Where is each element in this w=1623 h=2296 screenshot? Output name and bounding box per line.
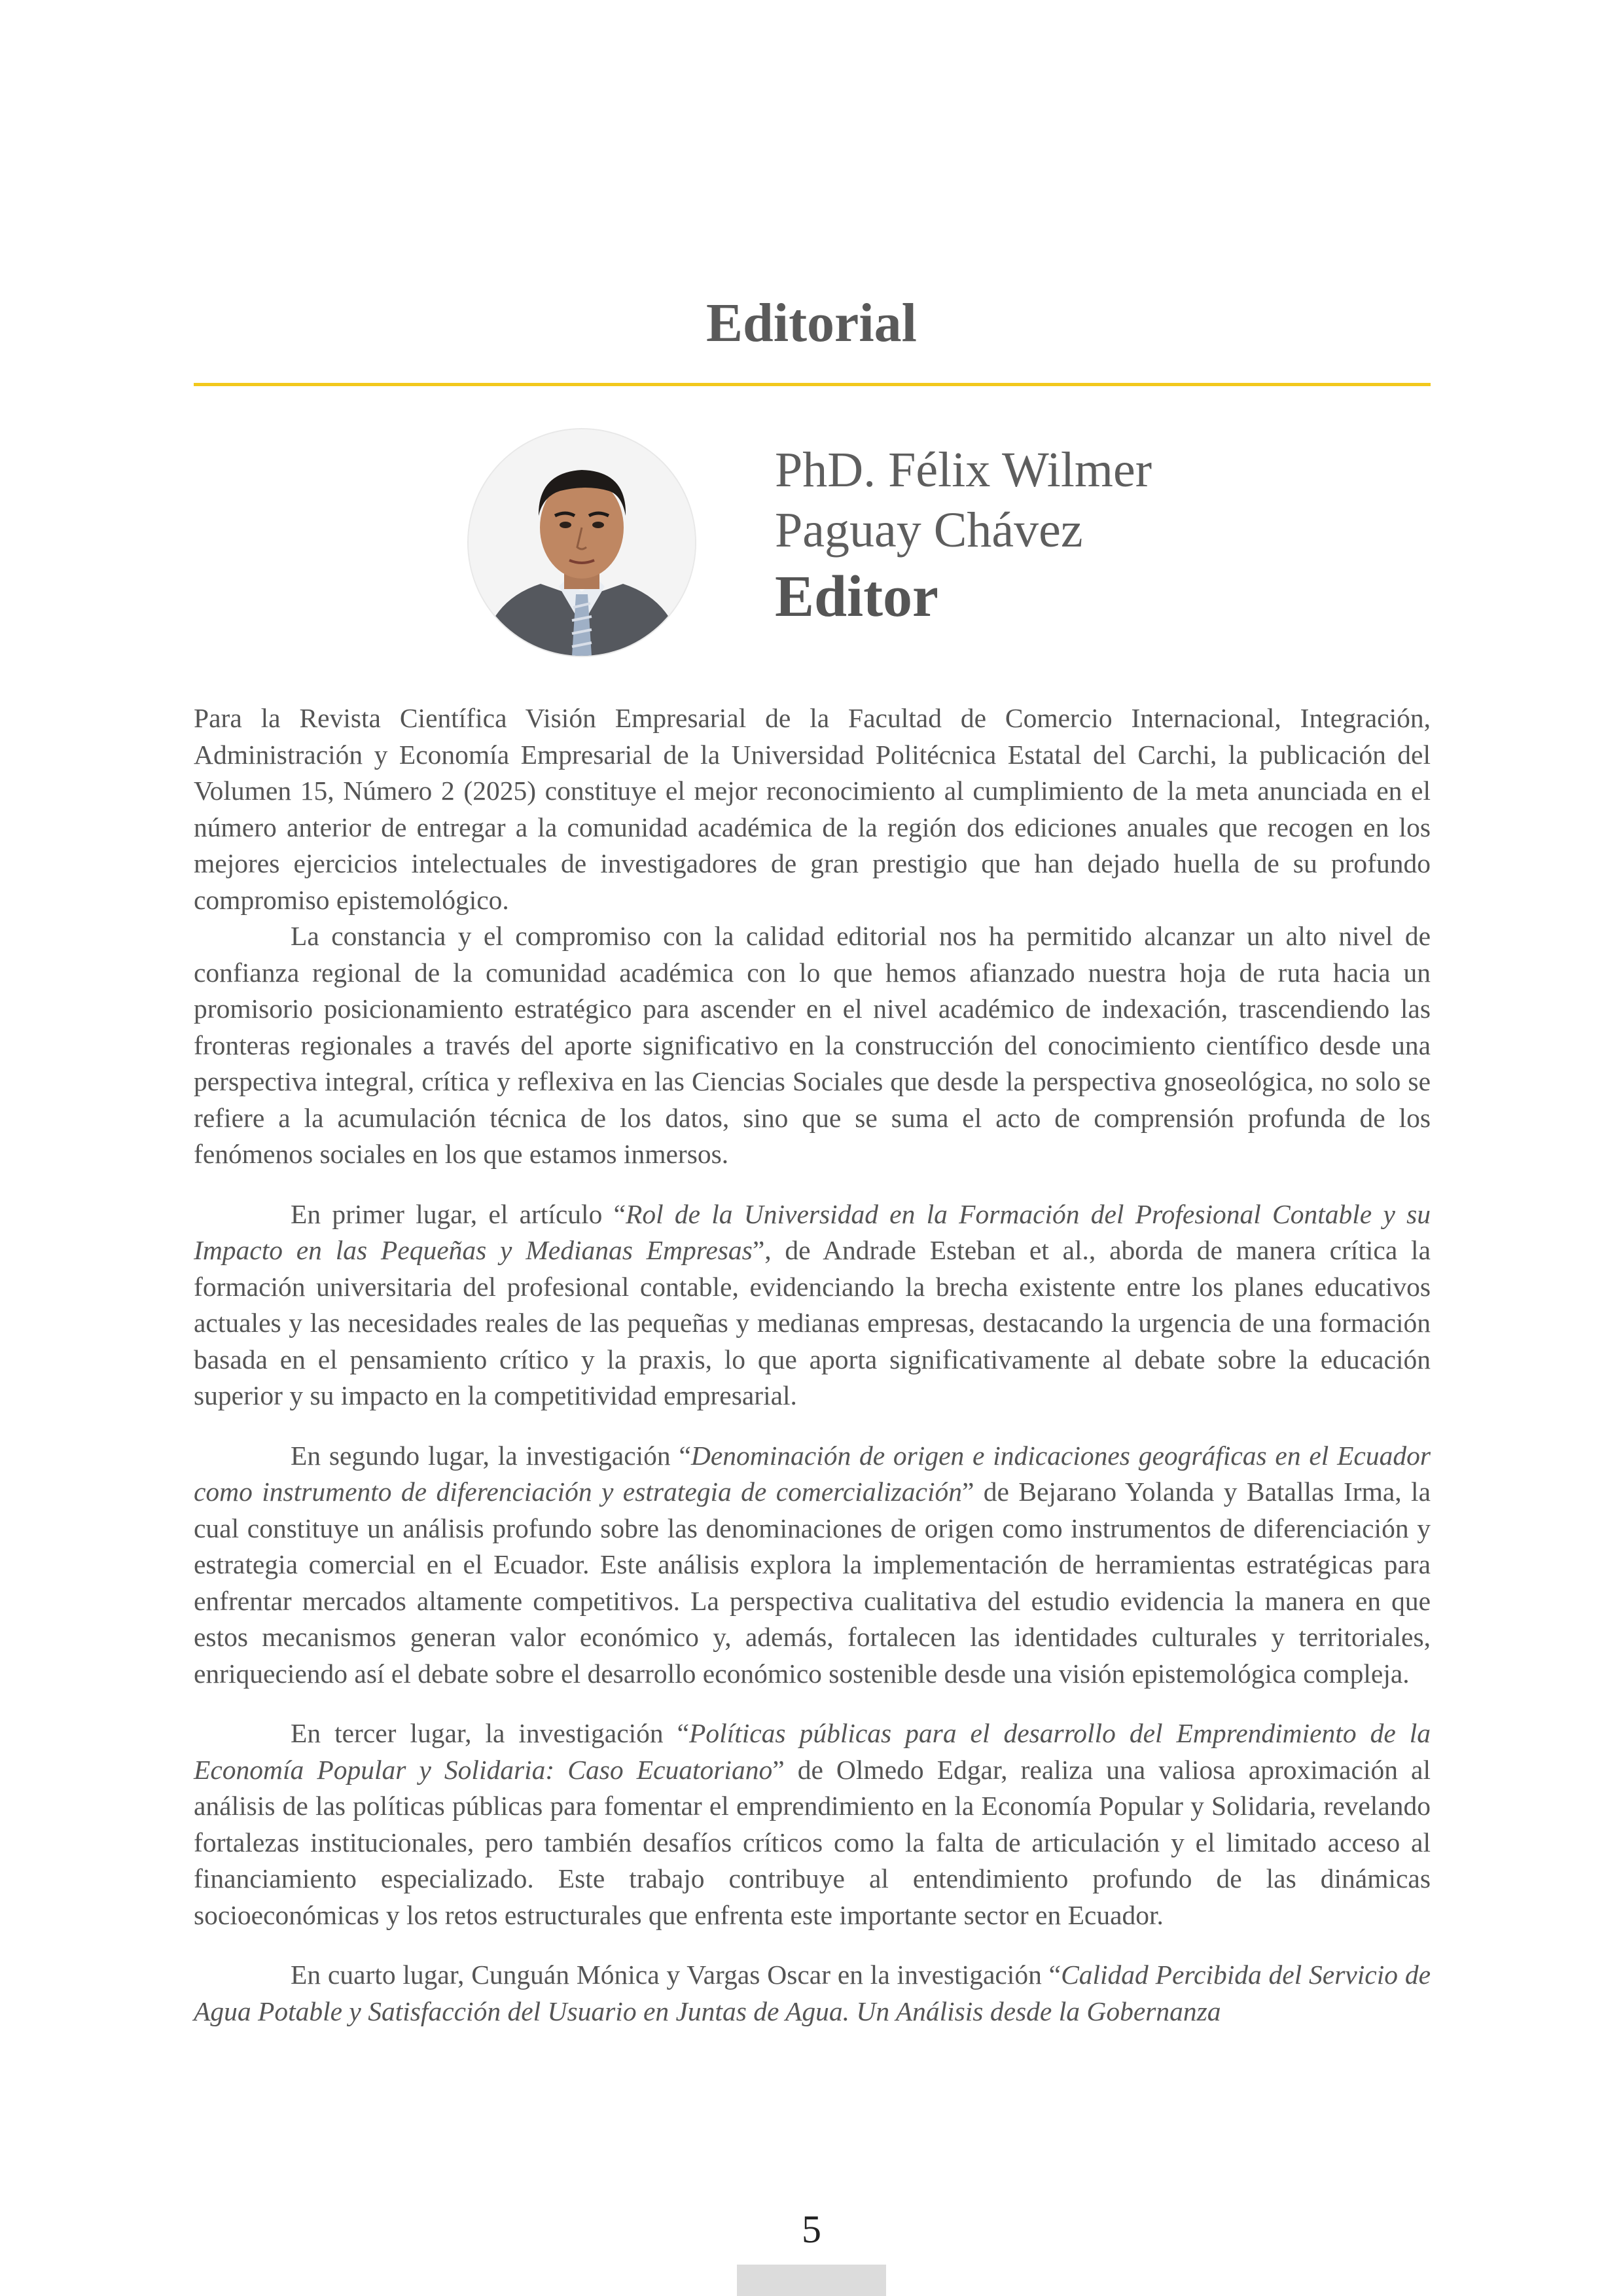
paragraph-4 [194, 1438, 1431, 1693]
paragraph-6 [194, 1957, 1431, 2030]
author-name-line2: Paguay Chávez [775, 503, 1083, 558]
page-footer-tab [737, 2265, 886, 2296]
page-number: 5 [802, 2208, 821, 2251]
paragraph-1: Para la Revista Científica Visión Empresarial de la Facultad de Comercio Internacional, Integración, Administración y Economía Empresarial de la Universidad Politécnica Estatal del Carchi, la publicación del Volumen 15, Número 2 (2025) constituye el mejor reconocimiento al cumplimiento de la meta anunciada en el número anterior de entregar a la comunidad académica de la región dos ediciones anuales que recogen en los mejores ejercicios intelectuales de investigadores de gran prestigio que han dejado huella de su profundo compromiso epistemológico. [194, 703, 1431, 915]
paragraph-5-article-title: Políticas públicas para el desarrollo del Emprendimiento de la Economía Popular y Solidaria: Caso Ecuatoriano [194, 1718, 1431, 1785]
paragraph-3-lead: En primer lugar, el artículo “ [291, 1198, 626, 1229]
author-photo [469, 429, 695, 656]
paragraph-5-lead: En tercer lugar, la investigación “ [291, 1718, 690, 1748]
author-byline [775, 440, 1152, 634]
paragraph-3-rest: ”, de Andrade Esteban et al., aborda de manera crítica la formación universitaria del profesional contable, evidenciando la brecha existente entre los planes educativos actuales y las necesidades reales de las pequeñas y medianas empresas, destacando la urgencia de una formación basada en el pensamiento crítico y la praxis, lo que aporta significativamente al debate sobre la educación superior y su impacto en la competitividad empresarial. [194, 1235, 1431, 1410]
paragraph-4-lead: En segundo lugar, la investigación “ [291, 1440, 691, 1471]
author-role: Editor [775, 564, 939, 629]
editorial-body [194, 700, 1431, 2030]
title-divider [194, 383, 1431, 386]
paragraph-2: La constancia y el compromiso con la calidad editorial nos ha permitido alcanzar un alto nivel de confianza regional de la comunidad académica con lo que hemos afianzado nuestra hoja de ruta hacia un promisorio posicionamiento estratégico para ascender en el nivel académico de indexación, trascendiendo las fronteras regionales a través del aporte significativo en la construcción del conocimiento científico desde una perspectiva integral, crítica y reflexiva en las Ciencias Sociales que desde la perspectiva gnoseológica, no solo se refiere a la acumulación técnica de los datos, sino que se suma el acto de comprensión profunda de los fenómenos sociales en los que estamos inmersos. [194, 921, 1431, 1169]
paragraph-6-article-title: Calidad Percibida del Servicio de Agua Potable y Satisfacción del Usuario en Juntas de Agua. Un Análisis desde la Gobernanza [194, 1960, 1431, 2026]
paragraph-5 [194, 1715, 1431, 1933]
paragraph-3 [194, 1196, 1431, 1414]
paragraph-4-rest: ” de Bejarano Yolanda y Batallas Irma, la cual constituye un análisis profundo sobre las denominaciones de origen como instrumentos de diferenciación y estrategia comercial en el Ecuador. Este análisis explora la implementación de herramientas estratégicas para enfrentar mercados altamente competitivos. La perspectiva cualitativa del estudio evidencia la manera en que estos mecanismos generan valor económico y, además, fortalecen las identidades culturales y territoriales, enriqueciendo así el debate sobre el desarrollo económico sostenible desde una visión epistemológica compleja. [194, 1477, 1431, 1689]
paragraph-4-article-title: Denominación de origen e indicaciones geográficas en el Ecuador como instrumento de diferenciación y estrategia de comercialización [194, 1440, 1431, 1507]
page-title: Editorial [705, 293, 917, 353]
author-name-line1: PhD. Félix Wilmer [775, 442, 1152, 497]
paragraph-5-rest: ” de Olmedo Edgar, realiza una valiosa aproximación al análisis de las políticas públicas para fomentar el emprendimiento en la Economía Popular y Solidaria, revelando fortalezas institucionales, pero también desafíos críticos como la falta de articulación y el limitado acceso al financiamiento especializado. Este trabajo contribuye al entendimiento profundo de las dinámicas socioeconómicas y los retos estructurales que enfrenta este importante sector en Ecuador. [194, 1754, 1431, 1930]
paragraph-6-lead: En cuarto lugar, Cunguán Mónica y Vargas Oscar en la investigación “ [291, 1960, 1061, 1990]
paragraph-3-article-title: Rol de la Universidad en la Formación del Profesional Contable y su Impacto en las Pequeñas y Medianas Empresas [194, 1198, 1431, 1265]
